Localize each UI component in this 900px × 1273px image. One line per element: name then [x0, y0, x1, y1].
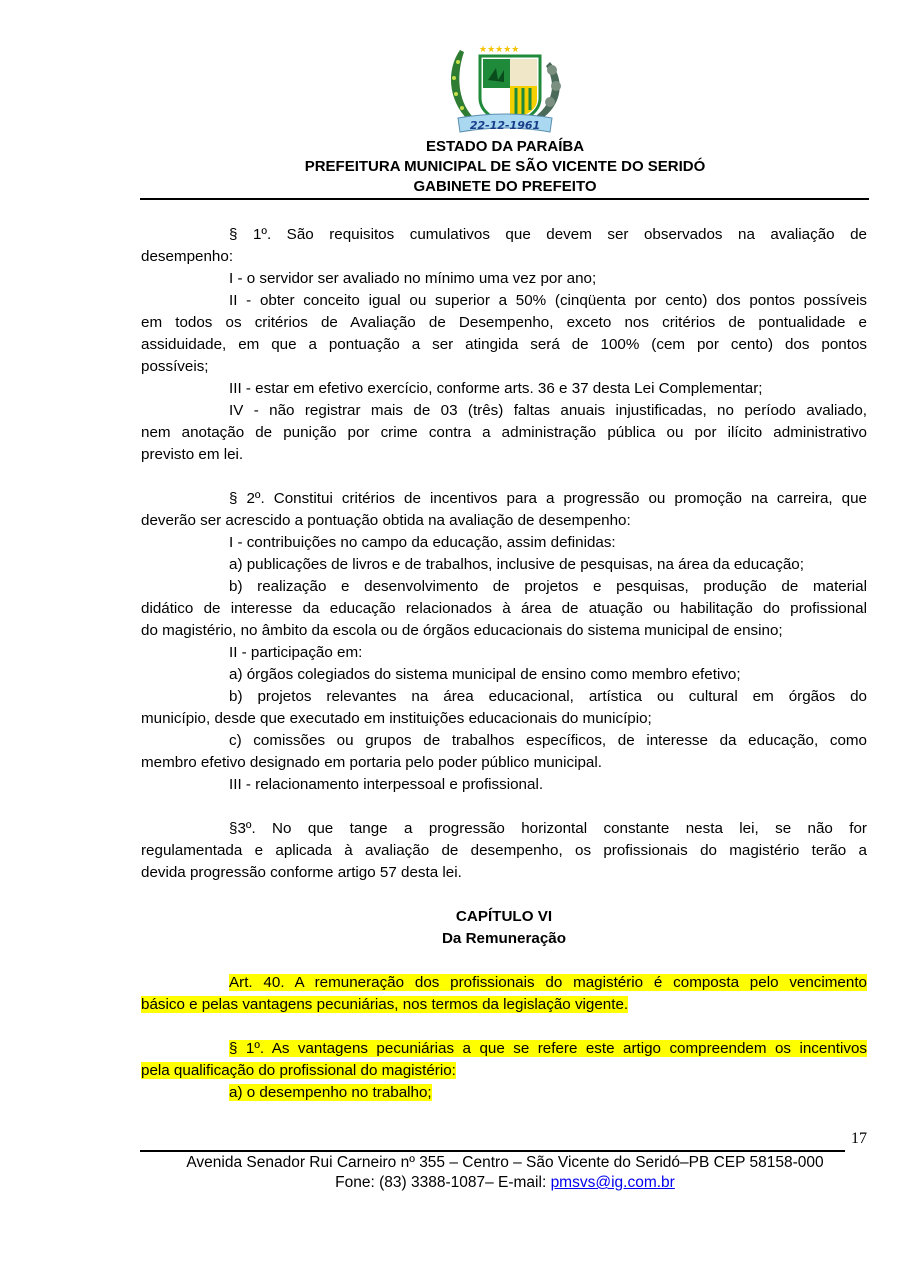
- text-line: b) projetos relevantes na área educacional, artística ou cultural em órgãos do: [229, 688, 867, 705]
- text-line-content: pela qualificação do profissional do magistério:: [141, 1062, 456, 1079]
- text-line: § 2º. Constitui critérios de incentivos para a progressão ou promoção na carreira, que: [229, 490, 867, 507]
- header-municipality: PREFEITURA MUNICIPAL DE SÃO VICENTE DO SERIDÓ: [304, 158, 706, 175]
- text-line-content: básico e pelas vantagens pecuniárias, nos termos da legislação vigente.: [141, 996, 629, 1013]
- paragraph: [141, 224, 867, 268]
- text-line: assiduidade, em que a pontuação a ser atingida será de 100% (cem por cento) dos pontos: [141, 336, 867, 353]
- blank-line: [141, 1016, 867, 1038]
- paragraph: [141, 642, 867, 664]
- header-office: GABINETE DO PREFEITO: [413, 178, 597, 195]
- paragraph: [141, 774, 867, 796]
- text-line: II - participação em:: [229, 644, 363, 661]
- paragraph: [141, 730, 867, 774]
- text-line: [141, 994, 867, 1016]
- blank-line: [141, 950, 867, 972]
- text-line: possíveis;: [141, 358, 209, 375]
- footer-contact: [140, 1173, 870, 1193]
- text-line: a) publicações de livros e de trabalhos, inclusive de pesquisas, na área da educação;: [229, 556, 804, 573]
- logo-date: 22-12-1961: [469, 119, 541, 132]
- highlighted-paragraph: [141, 1038, 867, 1082]
- municipal-coat-of-arms-logo: [438, 40, 572, 138]
- svg-text:★★★★★: ★★★★★: [479, 45, 520, 55]
- blank-line: [141, 884, 867, 906]
- document-body: [141, 224, 867, 1104]
- text-line: IV - não registrar mais de 03 (três) faltas anuais injustificadas, no período avaliado,: [229, 402, 867, 419]
- highlighted-paragraph: [141, 1082, 867, 1104]
- chapter-heading: Da Remuneração: [441, 930, 567, 947]
- text-line: regulamentada e aplicada à avaliação de desempenho, os profissionais do magistério terão a: [141, 842, 867, 859]
- text-line: I - contribuições no campo da educação, assim definidas:: [229, 534, 616, 551]
- highlighted-paragraph: [141, 972, 867, 1016]
- paragraph: [141, 686, 867, 730]
- text-line: previsto em lei.: [141, 446, 244, 463]
- text-line: [141, 1060, 867, 1082]
- header-state: ESTADO DA PARAÍBA: [425, 138, 585, 155]
- paragraph: [141, 532, 867, 554]
- text-line: §3º. No que tange a progressão horizontal constante nesta lei, se não for: [229, 820, 867, 837]
- text-line: c) comissões ou grupos de trabalhos específicos, de interesse da educação, como: [229, 732, 867, 749]
- paragraph: [141, 576, 867, 642]
- text-line: do magistério, no âmbito da escola ou de órgãos educacionais do sistema municipal de ensino;: [141, 622, 783, 639]
- text-line-content: § 1º. As vantagens pecuniárias a que se refere este artigo compreendem os incentivos: [229, 1040, 867, 1057]
- text-line-content: a) o desempenho no trabalho;: [229, 1084, 432, 1101]
- footer-divider: [140, 1150, 845, 1152]
- paragraph: [141, 268, 867, 290]
- text-line: a) órgãos colegiados do sistema municipal de ensino como membro efetivo;: [229, 666, 741, 683]
- text-line: III - relacionamento interpessoal e profissional.: [229, 776, 544, 793]
- text-line: devida progressão conforme artigo 57 desta lei.: [141, 864, 462, 881]
- header-divider: [140, 198, 869, 200]
- paragraph: [141, 554, 867, 576]
- text-line: [141, 972, 867, 994]
- text-line: em todos os critérios de Avaliação de Desempenho, exceto nos critérios de pontualidade e: [141, 314, 867, 331]
- text-line: nem anotação de punição por crime contra a administração pública ou por ilícito administrativo: [141, 424, 867, 441]
- text-line: deverão ser acrescido a pontuação obtida na avaliação de desempenho:: [141, 512, 631, 529]
- text-line: [141, 1082, 867, 1104]
- text-line: desempenho:: [141, 248, 234, 265]
- page-number: 17: [851, 1130, 867, 1147]
- blank-line: [141, 466, 867, 488]
- text-line: b) realização e desenvolvimento de projetos e pesquisas, produção de material: [229, 578, 867, 595]
- text-line: III - estar em efetivo exercício, conforme arts. 36 e 37 desta Lei Complementar;: [229, 380, 763, 397]
- footer-email-link[interactable]: pmsvs@ig.com.br: [550, 1174, 675, 1191]
- text-line-content: Art. 40. A remuneração dos profissionais do magistério é composta pelo vencimento: [229, 974, 867, 991]
- paragraph: [141, 400, 867, 466]
- text-line: membro efetivo designado em portaria pelo poder público municipal.: [141, 754, 602, 771]
- paragraph: [141, 818, 867, 884]
- paragraph: [141, 378, 867, 400]
- footer-address: Avenida Senador Rui Carneiro nº 355 – Centro – São Vicente do Seridó–PB CEP 58158-000: [186, 1154, 824, 1171]
- text-line: [141, 1038, 867, 1060]
- blank-line: [141, 796, 867, 818]
- footer-phone: Fone: (83) 3388-1087– E-mail:: [335, 1174, 551, 1191]
- paragraph: [141, 290, 867, 378]
- paragraph: [141, 664, 867, 686]
- text-line: município, desde que executado em instituições educacionais do município;: [141, 710, 652, 727]
- text-line: II - obter conceito igual ou superior a 50% (cinqüenta por cento) dos pontos possíveis: [229, 292, 867, 309]
- text-line: didático de interesse da educação relacionados à área de atuação ou habilitação do profissional: [141, 600, 867, 617]
- chapter-heading: CAPÍTULO VI: [455, 908, 553, 925]
- paragraph: [141, 488, 867, 532]
- text-line: § 1º. São requisitos cumulativos que devem ser observados na avaliação de: [229, 226, 867, 243]
- text-line: I - o servidor ser avaliado no mínimo uma vez por ano;: [229, 270, 597, 287]
